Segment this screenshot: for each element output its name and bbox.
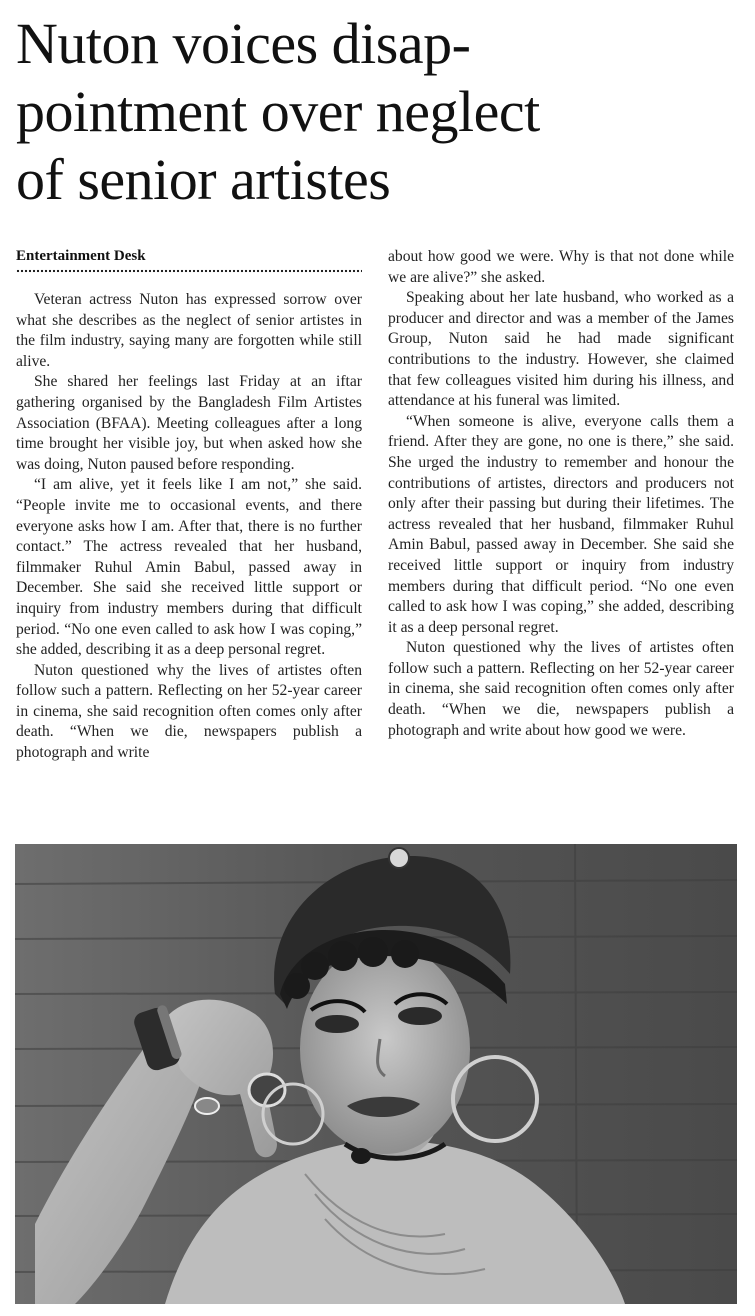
headline-line: pointment over neglect bbox=[16, 79, 540, 144]
paragraph: Veteran actress Nuton has expressed sorrow over what she describes as the neglect of senior artistes in the film industry, saying many are forgotten while still alive. bbox=[16, 291, 362, 370]
article-column-1 bbox=[16, 290, 362, 764]
headline-line: of senior artistes bbox=[16, 147, 391, 212]
paragraph: “I am alive, yet it feels like I am not,” she said. “People invite me to occasional events, and there everyone asks how I am. After that, there is no further contact.” The actress revealed that her husband, filmmaker Ruhul Amin Babul, passed away in December. She said she received little support or inquiry from industry members during that difficult period. “No one even called to ask how I was coping,” she added, describing it as a deep personal regret. bbox=[16, 476, 362, 659]
headline bbox=[16, 10, 746, 214]
paragraph: “When someone is alive, everyone calls them a friend. After they are gone, no one is there,” she said. She urged the industry to remember and honour the contributions of artistes, directors and producers not only after their passing but during their lifetimes. The actress revealed that her husband, filmmaker Ruhul Amin Babul, passed away in December. She said she received little support or inquiry from industry members during that difficult period. “No one even called to ask how I was coping,” she added, describing it as a deep personal regret. bbox=[388, 412, 734, 636]
paragraph: Nuton questioned why the lives of artistes often follow such a pattern. Reflecting on her 52-year career in cinema, she said recognition often comes only after death. “When we die, newspapers publish a photograph and write bbox=[16, 661, 362, 762]
article-column-2 bbox=[388, 247, 734, 741]
headline-line: Nuton voices disap- bbox=[16, 11, 471, 76]
paragraph: Speaking about her late husband, who worked as a producer and director and was a member of the James Group, Nuton said he had made significant contributions to the industry. However, she claimed that few colleagues visited him during his illness, and attendance at his funeral was limited. bbox=[388, 289, 734, 410]
byline: Entertainment Desk bbox=[16, 248, 146, 264]
paragraph: Nuton questioned why the lives of artistes often follow such a pattern. Reflecting on her 52-year career in cinema, she said recognition often comes only after death. “When we die, newspapers publish a photograph and write about how good we were. bbox=[388, 639, 734, 739]
paragraph: She shared her feelings last Friday at an iftar gathering organised by the Bangladesh Film Artistes Association (BFAA). Meeting colleagues after a long time brought her visible joy, but when asked how she was doing, Nuton paused before responding. bbox=[16, 373, 362, 473]
dotted-divider bbox=[16, 269, 362, 273]
portrait-photo-icon bbox=[15, 844, 737, 1304]
article-photo bbox=[15, 844, 737, 1304]
paragraph-continued: about how good we were. Why is that not done while we are alive?” she asked. bbox=[388, 248, 734, 286]
